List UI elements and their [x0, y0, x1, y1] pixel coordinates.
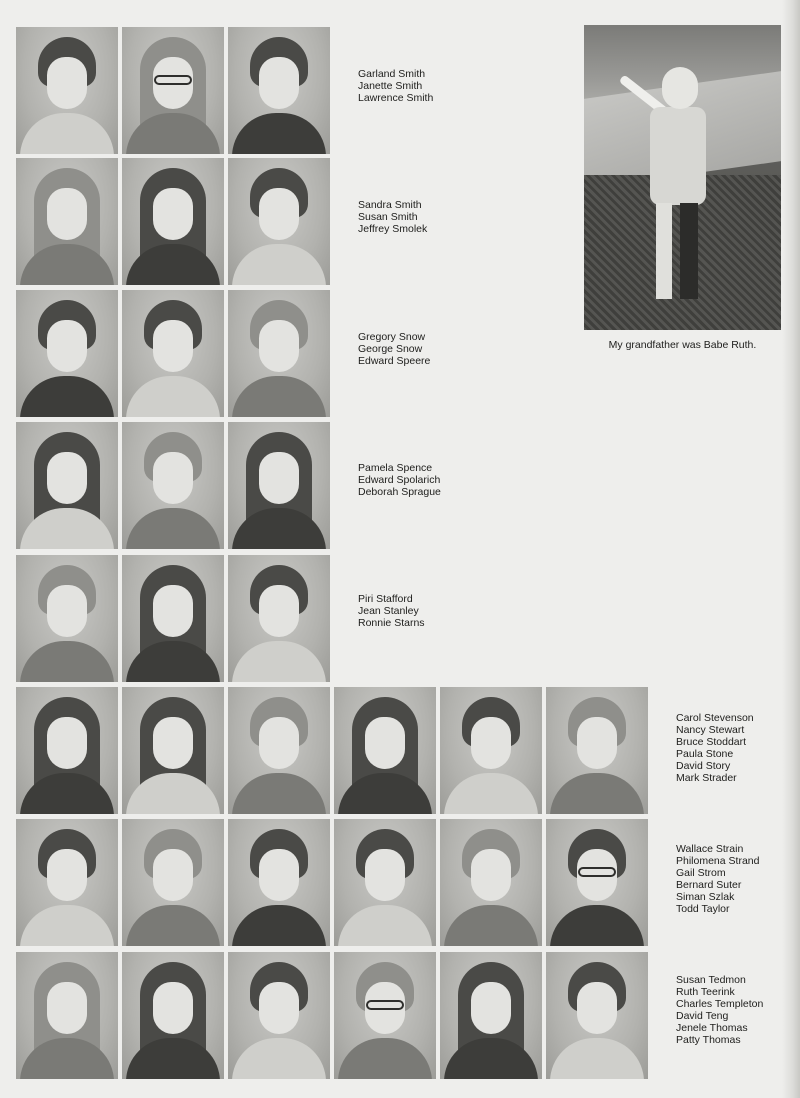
student-portrait [16, 952, 118, 1079]
name: Nancy Stewart [676, 724, 745, 736]
name: David Teng [676, 1010, 729, 1022]
student-portrait [122, 158, 224, 285]
student-portrait [122, 687, 224, 814]
name: Lawrence Smith [358, 92, 434, 104]
name: Carol Stevenson [676, 712, 754, 724]
name: Jean Stanley [358, 605, 419, 617]
name-list-3 [358, 331, 430, 367]
name: Todd Taylor [676, 903, 730, 915]
student-portrait [440, 952, 542, 1079]
name: Sandra Smith [358, 199, 422, 211]
student-portrait [546, 819, 648, 946]
student-portrait [228, 158, 330, 285]
photo-child-head [662, 67, 698, 109]
student-portrait [16, 687, 118, 814]
student-portrait [228, 422, 330, 549]
student-portrait [122, 27, 224, 154]
name: Wallace Strain [676, 843, 744, 855]
name-list-4 [358, 462, 441, 498]
student-portrait [440, 687, 542, 814]
name: Piri Stafford [358, 593, 413, 605]
feature-photo-caption: My grandfather was Babe Ruth. [608, 339, 757, 351]
name-list-2 [358, 199, 427, 235]
student-portrait [440, 819, 542, 946]
student-portrait [16, 290, 118, 417]
name: Pamela Spence [358, 462, 433, 474]
name: Philomena Strand [676, 855, 760, 867]
name: David Story [676, 760, 731, 772]
student-portrait [546, 687, 648, 814]
student-portrait [122, 290, 224, 417]
student-portrait [122, 422, 224, 549]
student-portrait [228, 555, 330, 682]
student-portrait [228, 819, 330, 946]
student-portrait [334, 819, 436, 946]
name: Gail Strom [676, 867, 726, 879]
student-portrait [228, 27, 330, 154]
photo-child-leg [656, 203, 672, 299]
name: Janette Smith [358, 80, 423, 92]
student-portrait [16, 158, 118, 285]
name: Garland Smith [358, 68, 426, 80]
student-portrait [122, 819, 224, 946]
name-list-7 [676, 843, 759, 915]
name-list-1 [358, 68, 433, 104]
name: Gregory Snow [358, 331, 426, 343]
page-edge [782, 0, 800, 1098]
name-list-5 [358, 593, 425, 629]
student-portrait [546, 952, 648, 1079]
student-portrait [122, 952, 224, 1079]
name: Mark Strader [676, 772, 737, 784]
feature-photo [584, 25, 781, 330]
student-portrait [334, 687, 436, 814]
student-portrait [16, 422, 118, 549]
name: George Snow [358, 343, 423, 355]
student-portrait [16, 27, 118, 154]
student-portrait [16, 819, 118, 946]
name-list-6 [676, 712, 754, 784]
name: Bernard Suter [676, 879, 742, 891]
student-portrait [228, 952, 330, 1079]
name: Ronnie Starns [358, 617, 425, 629]
student-portrait [228, 687, 330, 814]
name: Edward Speere [358, 355, 431, 367]
name: Patty Thomas [676, 1034, 741, 1046]
photo-child-leg-shadow [680, 203, 698, 299]
name-list-8 [676, 974, 763, 1046]
name: Jenele Thomas [676, 1022, 748, 1034]
name: Paula Stone [676, 748, 734, 760]
name: Jeffrey Smolek [358, 223, 428, 235]
name: Susan Tedmon [676, 974, 746, 986]
student-portrait [122, 555, 224, 682]
photo-child-body [650, 107, 706, 205]
name: Ruth Teerink [676, 986, 735, 998]
name: Charles Templeton [676, 998, 764, 1010]
student-portrait [228, 290, 330, 417]
name: Siman Szlak [676, 891, 735, 903]
name: Bruce Stoddart [676, 736, 747, 748]
name: Susan Smith [358, 211, 418, 223]
student-portrait [334, 952, 436, 1079]
name: Deborah Sprague [358, 486, 441, 498]
name: Edward Spolarich [358, 474, 441, 486]
student-portrait [16, 555, 118, 682]
